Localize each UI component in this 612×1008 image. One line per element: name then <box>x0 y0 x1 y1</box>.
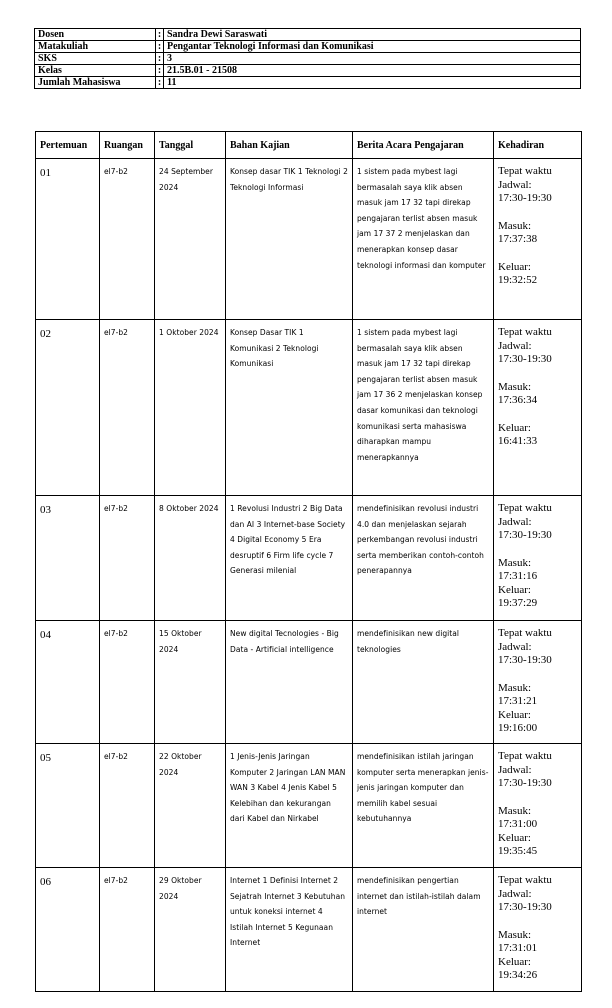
masuk-time: 17:31:00 <box>498 818 538 830</box>
cell-kehadiran <box>494 621 582 744</box>
masuk-label: Masuk: <box>498 681 531 694</box>
header-ruangan: Ruangan <box>100 132 155 159</box>
jadwal-time: 17:30-19:30 <box>498 353 552 365</box>
cell-berita-acara: mendefinisikan istilah jaringan komputer serta menerapkan jenis-jenis jaringan komputer dan memilih kabel sesuai kebutuhannya <box>353 744 494 868</box>
masuk-label: Masuk: <box>498 928 531 941</box>
kelas-label: Kelas <box>35 65 156 77</box>
keluar-label: Keluar: <box>498 260 531 273</box>
jadwal-label: Tepat waktu Jadwal: <box>498 326 552 352</box>
cell-pertemuan: 05 <box>36 744 100 868</box>
info-row-kelas <box>35 65 581 77</box>
colon: : <box>156 65 164 77</box>
header-kehadiran: Kehadiran <box>494 132 582 159</box>
keluar-label: Keluar: <box>498 955 531 968</box>
keluar-time: 19:16:00 <box>498 722 538 734</box>
jadwal-time: 17:30-19:30 <box>498 654 552 666</box>
cell-bahan-kajian: Konsep Dasar TIK 1 Komunikasi 2 Teknologi Komunikasi <box>226 320 353 496</box>
cell-kehadiran <box>494 744 582 868</box>
info-row-dosen <box>35 29 581 41</box>
course-info-table <box>34 28 581 89</box>
colon: : <box>156 29 164 41</box>
cell-tanggal: 15 Oktober 2024 <box>155 621 226 744</box>
cell-ruangan: el7-b2 <box>100 621 155 744</box>
cell-tanggal: 1 Oktober 2024 <box>155 320 226 496</box>
keluar-label: Keluar: <box>498 421 531 434</box>
dosen-label: Dosen <box>35 29 156 41</box>
header-pertemuan: Pertemuan <box>36 132 100 159</box>
cell-ruangan: el7-b2 <box>100 320 155 496</box>
cell-berita-acara: mendefinisikan revolusi industri 4.0 dan menjelaskan sejarah perkembangan revolusi industri serta memberikan contoh-contoh penerapannya <box>353 496 494 621</box>
info-row-sks <box>35 53 581 65</box>
dosen-value: Sandra Dewi Saraswati <box>164 29 581 41</box>
masuk-time: 17:37:38 <box>498 233 538 245</box>
cell-pertemuan: 01 <box>36 159 100 320</box>
masuk-label: Masuk: <box>498 804 531 817</box>
cell-tanggal: 24 September 2024 <box>155 159 226 320</box>
masuk-time: 17:36:34 <box>498 394 538 406</box>
meeting-table <box>35 131 582 992</box>
table-row <box>36 320 582 496</box>
matakuliah-value: Pengantar Teknologi Informasi dan Komunikasi <box>164 41 581 53</box>
masuk-label: Masuk: <box>498 380 531 393</box>
masuk-time: 17:31:16 <box>498 570 538 582</box>
cell-tanggal: 29 Oktober 2024 <box>155 868 226 992</box>
masuk-time: 17:31:21 <box>498 695 538 707</box>
header-row <box>36 132 582 159</box>
jadwal-label: Tepat waktu Jadwal: <box>498 750 552 776</box>
info-row-jumlah <box>35 77 581 89</box>
cell-kehadiran <box>494 496 582 621</box>
jadwal-label: Tepat waktu Jadwal: <box>498 874 552 900</box>
cell-kehadiran <box>494 159 582 320</box>
kelas-value: 21.5B.01 - 21508 <box>164 65 581 77</box>
masuk-label: Masuk: <box>498 556 531 569</box>
table-row <box>36 496 582 621</box>
jadwal-time: 17:30-19:30 <box>498 192 552 204</box>
cell-ruangan: el7-b2 <box>100 159 155 320</box>
cell-ruangan: el7-b2 <box>100 744 155 868</box>
cell-berita-acara: 1 sistem pada mybest lagi bermasalah saya klik absen masuk jam 17 32 tapi direkap pengajaran terlist absen masuk jam 17 37 2 menjelaskan dan menerapkan konsep dasar teknologi informasi dan komputer <box>353 159 494 320</box>
cell-pertemuan: 04 <box>36 621 100 744</box>
jadwal-time: 17:30-19:30 <box>498 777 552 789</box>
cell-ruangan: el7-b2 <box>100 868 155 992</box>
sks-label: SKS <box>35 53 156 65</box>
table-row <box>36 621 582 744</box>
keluar-label: Keluar: <box>498 831 531 844</box>
cell-berita-acara: 1 sistem pada mybest lagi bermasalah saya klik absen masuk jam 17 32 tapi direkap pengajaran terlist absen masuk jam 17 36 2 menjelaskan konsep dasar komunikasi dan teknologi komunikasi serta mahasiswa diharapkan mampu menerapkannya <box>353 320 494 496</box>
cell-berita-acara: mendefinisikan new digital teknologies <box>353 621 494 744</box>
jadwal-time: 17:30-19:30 <box>498 529 552 541</box>
cell-pertemuan: 03 <box>36 496 100 621</box>
cell-pertemuan: 02 <box>36 320 100 496</box>
table-row <box>36 868 582 992</box>
colon: : <box>156 53 164 65</box>
jadwal-label: Tepat waktu Jadwal: <box>498 502 552 528</box>
header-tanggal: Tanggal <box>155 132 226 159</box>
cell-pertemuan: 06 <box>36 868 100 992</box>
keluar-time: 16:41:33 <box>498 435 538 447</box>
jadwal-label: Tepat waktu Jadwal: <box>498 627 552 653</box>
jadwal-time: 17:30-19:30 <box>498 901 552 913</box>
cell-kehadiran <box>494 868 582 992</box>
cell-bahan-kajian: Konsep dasar TIK 1 Teknologi 2 Teknologi Informasi <box>226 159 353 320</box>
header-berita-acara: Berita Acara Pengajaran <box>353 132 494 159</box>
keluar-time: 19:37:29 <box>498 597 538 609</box>
masuk-time: 17:31:01 <box>498 942 538 954</box>
keluar-time: 19:34:26 <box>498 969 538 981</box>
matakuliah-label: Matakuliah <box>35 41 156 53</box>
jadwal-label: Tepat waktu Jadwal: <box>498 165 552 191</box>
colon: : <box>156 77 164 89</box>
cell-ruangan: el7-b2 <box>100 496 155 621</box>
keluar-time: 19:32:52 <box>498 274 538 286</box>
table-row <box>36 159 582 320</box>
keluar-label: Keluar: <box>498 708 531 721</box>
header-bahan-kajian: Bahan Kajian <box>226 132 353 159</box>
cell-kehadiran <box>494 320 582 496</box>
masuk-label: Masuk: <box>498 219 531 232</box>
cell-bahan-kajian: Internet 1 Definisi Internet 2 Sejatrah Internet 3 Kebutuhan untuk koneksi internet 4 Istilah Internet 5 Kegunaan Internet <box>226 868 353 992</box>
table-row <box>36 744 582 868</box>
cell-bahan-kajian: 1 Revolusi Industri 2 Big Data dan AI 3 Internet-base Society 4 Digital Economy 5 Era desruptif 6 Firm life cycle 7 Generasi milenial <box>226 496 353 621</box>
jumlah-mahasiswa-label: Jumlah Mahasiswa <box>35 77 156 89</box>
sks-value: 3 <box>164 53 581 65</box>
cell-tanggal: 8 Oktober 2024 <box>155 496 226 621</box>
cell-berita-acara: mendefinisikan pengertian internet dan istilah-istilah dalam internet <box>353 868 494 992</box>
keluar-time: 19:35:45 <box>498 845 538 857</box>
colon: : <box>156 41 164 53</box>
info-row-matakuliah <box>35 41 581 53</box>
keluar-label: Keluar: <box>498 583 531 596</box>
jumlah-mahasiswa-value: 11 <box>164 77 581 89</box>
cell-tanggal: 22 Oktober 2024 <box>155 744 226 868</box>
cell-bahan-kajian: 1 Jenis-Jenis Jaringan Komputer 2 Jaringan LAN MAN WAN 3 Kabel 4 Jenis Kabel 5 Kelebihan dan kekurangan dari Kabel dan Nirkabel <box>226 744 353 868</box>
cell-bahan-kajian: New digital Tecnologies - Big Data - Artificial intelligence <box>226 621 353 744</box>
